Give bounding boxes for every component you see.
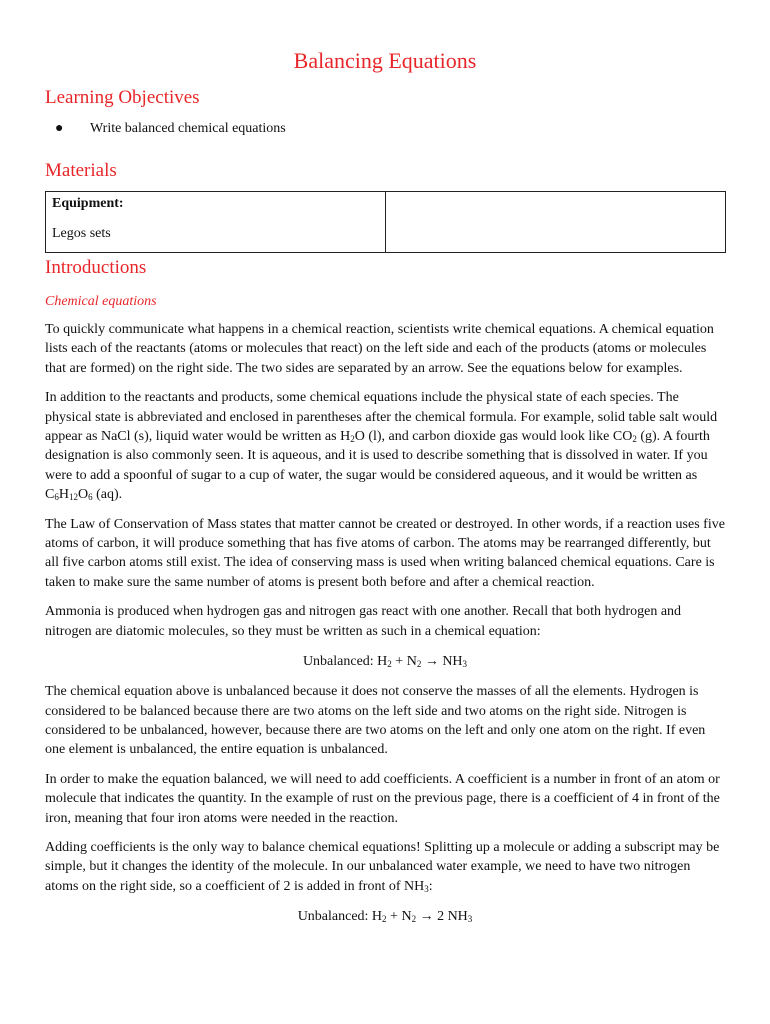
text-span: O (l), and carbon dioxide gas would look like CO: [354, 429, 633, 445]
text-span: Adding coefficients is the only way to balance chemical equations! Splitting up a molecule or adding a subscript may be simple, but it changes the identity of the molecule. In our unbalanced water example, we need to have two nitrogen atoms on the right side, so a coefficient of 2 is added in front of NH: [45, 839, 720, 894]
introductions-heading: Introductions: [45, 257, 147, 278]
equipment-item: Legos sets: [52, 226, 111, 241]
subscript: 2: [416, 659, 422, 670]
subscript: 2: [350, 434, 355, 445]
text-span: In addition to the reactants and products, some chemical equations include the physical state of each species. The physical state is abbreviated and enclosed in parentheses after the chemical formula. For example, solid table salt would appear as NaCl (s), liquid water would be written as H: [45, 390, 718, 445]
bullet-icon: ●: [55, 121, 64, 136]
chemical-equations-subheading: Chemical equations: [45, 294, 157, 309]
paragraph-conservation: The Law of Conservation of Mass states that matter cannot be created or destroyed. In other words, if a reaction uses five atoms of carbon, it will produce something that has five atoms of carbon. The atoms may be rearranged differently, but all five carbon atoms still exist. The idea of conserving mass is used when writing balanced chemical equations. Care is taken to make sure the same number of atoms is present both before and after a chemical reaction.: [45, 516, 725, 590]
text-span: (g). A fourth designation is also commonly seen. It is aqueous, and it is used to describe something that is dissolved in water. If you were to add a spoonful of sugar to a cup of water, the sugar would be considered aqueous, and it would be written as C: [45, 429, 710, 503]
text-span: :: [428, 878, 433, 894]
materials-heading: Materials: [45, 160, 117, 181]
text-span: (aq).: [92, 487, 123, 503]
equation-text: + N: [391, 654, 417, 670]
page-title: Balancing Equations: [293, 48, 477, 73]
subscript: 6: [88, 492, 93, 503]
paragraph-unbalanced-explanation: The chemical equation above is unbalanced because it does not conserve the masses of all the elements. Hydrogen is considered to be balanced because there are two atoms on the left side and two atoms on the right side. Nitrogen is considered to be unbalanced, however, because there are two atoms on the left and only one atom on the right. If even one element is unbalanced, the entire equation is unbalanced.: [45, 684, 706, 758]
equation-text: → 2 NH: [416, 909, 468, 925]
paragraph-adding-coefficients: [45, 838, 725, 896]
materials-table: [45, 191, 726, 253]
equipment-cell: [46, 192, 386, 253]
equation-with-coefficient: [45, 907, 725, 927]
text-span: H: [58, 487, 69, 503]
paragraph-intro: To quickly communicate what happens in a chemical reaction, scientists write chemical equations. A chemical equation lists each of the reactants (atoms or molecules that react) on the left side and each of the products (atoms or molecules that are formed) on the right side. The two sides are separated by an arrow. See the equations below for examples.: [45, 322, 714, 376]
paragraph-ammonia: Ammonia is produced when hydrogen gas and nitrogen gas react with one another. Recall that both hydrogen and nitrogen are diatomic molecules, so they must be written as such in a chemical equation:: [45, 604, 682, 639]
subscript: 2: [387, 659, 392, 670]
learning-objectives-heading: Learning Objectives: [45, 87, 200, 108]
equation-unbalanced: [45, 652, 725, 672]
subscript: 6: [54, 492, 59, 503]
subscript: 2: [632, 434, 637, 445]
subscript: 12: [68, 492, 78, 503]
equation-text: Unbalanced: H: [302, 654, 388, 670]
objectives-list: [45, 119, 725, 139]
equation-text: Unbalanced: H: [297, 909, 383, 925]
empty-cell: [386, 192, 726, 253]
subscript: 3: [462, 659, 468, 670]
paragraph-coefficients: In order to make the equation balanced, we will need to add coefficients. A coefficient is a number in front of an atom or molecule that indicates the quantity. In the example of rust on the previous page, there is a coefficient of 4 in front of the iron, meaning that four iron atoms were needed in the reaction.: [45, 771, 720, 826]
equation-text: → NH: [421, 654, 463, 670]
text-span: O: [77, 487, 89, 503]
subscript: 3: [467, 914, 473, 925]
subscript: 3: [424, 883, 429, 894]
equation-text: + N: [386, 909, 412, 925]
subscript: 2: [411, 914, 417, 925]
paragraph-physical-state: [45, 388, 725, 504]
list-item: [45, 119, 725, 139]
objective-text: Write balanced chemical equations: [90, 121, 286, 136]
equipment-label: Equipment:: [52, 196, 124, 211]
subscript: 2: [382, 914, 387, 925]
